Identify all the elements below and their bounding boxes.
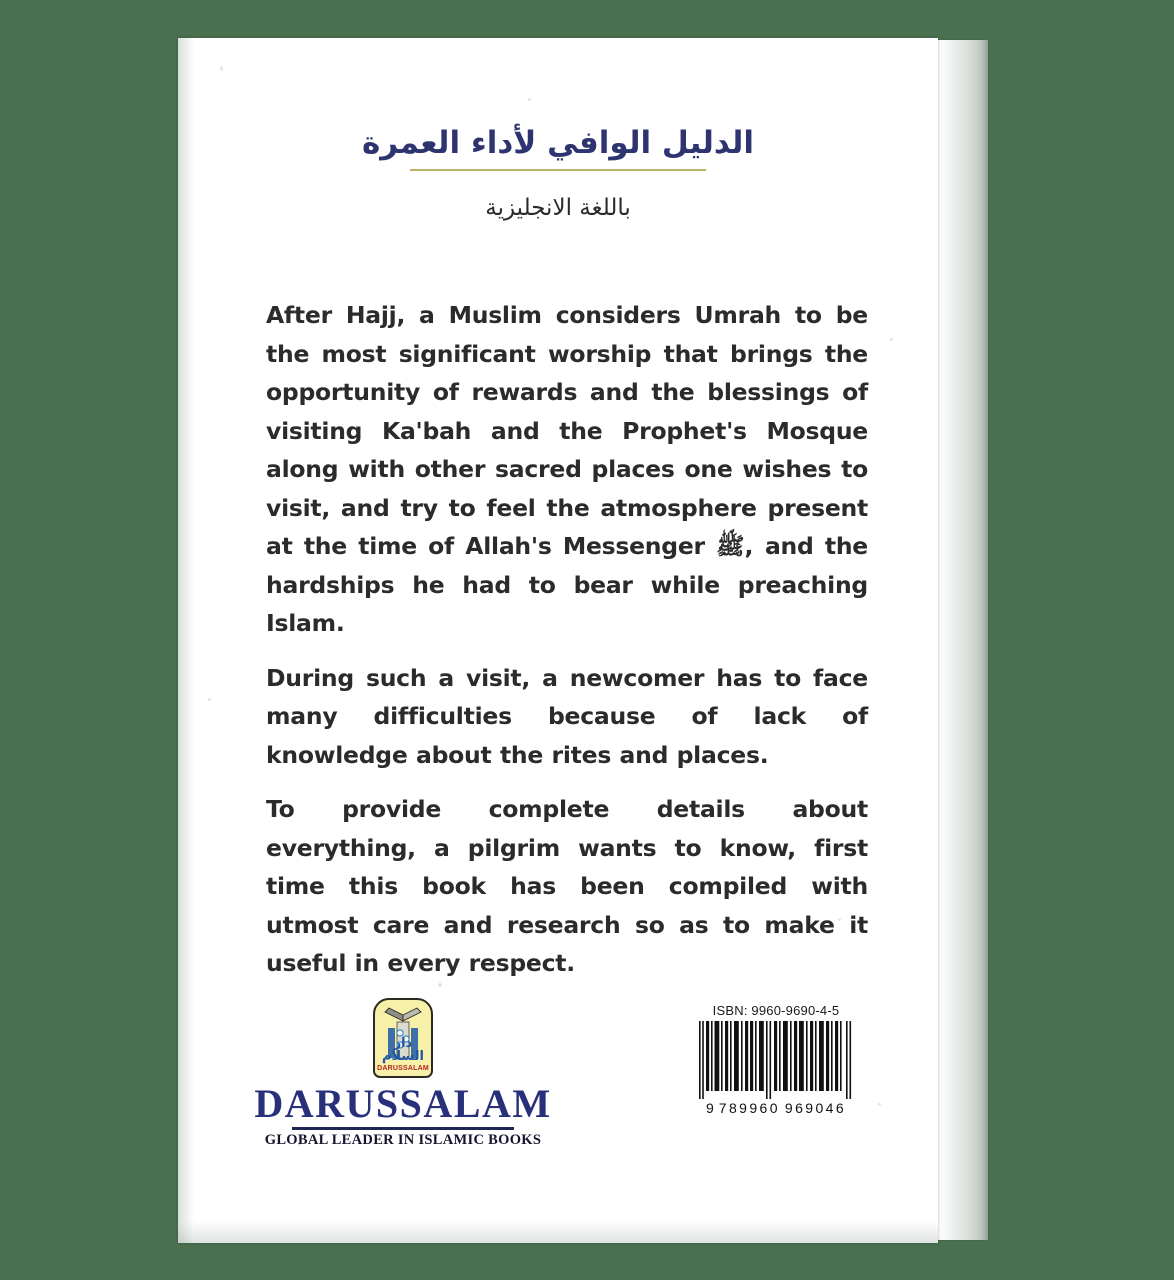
barcode-block [686,1003,866,1116]
logo-arabic-wordmark: دار السلام [382,1036,424,1064]
ean13-barcode-image [693,1021,859,1099]
arabic-title: الدليل الوافي لأداء العمرة [361,125,755,161]
logo-latin-wordmark: DARUSSALAM [377,1065,429,1072]
ean-lead-digit: 9 [705,1100,714,1116]
back-cover-page [178,38,938,1243]
publisher-divider-rule [292,1127,514,1130]
book-page-edge [930,40,988,1240]
ean-right-group: 969046 [784,1100,847,1116]
blurb-paragraph-1: After Hajj, a Muslim considers Umrah to be the most significant worship that brings the opportunity of rewards and the blessings of visiting Ka'bah and the Prophet's Mosque along with other sacred places one wishes to visit, and try to feel the atmosphere present at the time of Allah's Messenger ﷺ, and the hardships he had to bear while preaching Islam. [266,301,868,637]
publisher-tagline: GLOBAL LEADER IN ISLAMIC BOOKS [264,1132,542,1148]
blurb-paragraph-2: During such a visit, a newcomer has to face many difficulties because of lack of knowledge about the rites and places. [266,663,868,769]
barcode-digits [686,1100,866,1116]
ean-left-group: 789960 [718,1100,780,1116]
publisher-block [253,998,553,1148]
isbn-label: ISBN: 9960-9690-4-5 [712,1003,840,1018]
darussalam-logo-icon [373,998,433,1078]
arabic-title-block [178,124,938,171]
back-cover-blurb [266,296,868,983]
title-underline-rule [410,169,706,171]
publisher-name: DARUSSALAM [254,1081,552,1126]
arabic-subtitle-block [178,195,938,221]
blurb-paragraph-3: To provide complete details about everything, a pilgrim wants to know, first time this book has been compiled with utmost care and research so as to make it useful in every respect. [266,795,868,977]
arabic-subtitle: باللغة الانجليزية [485,195,631,221]
